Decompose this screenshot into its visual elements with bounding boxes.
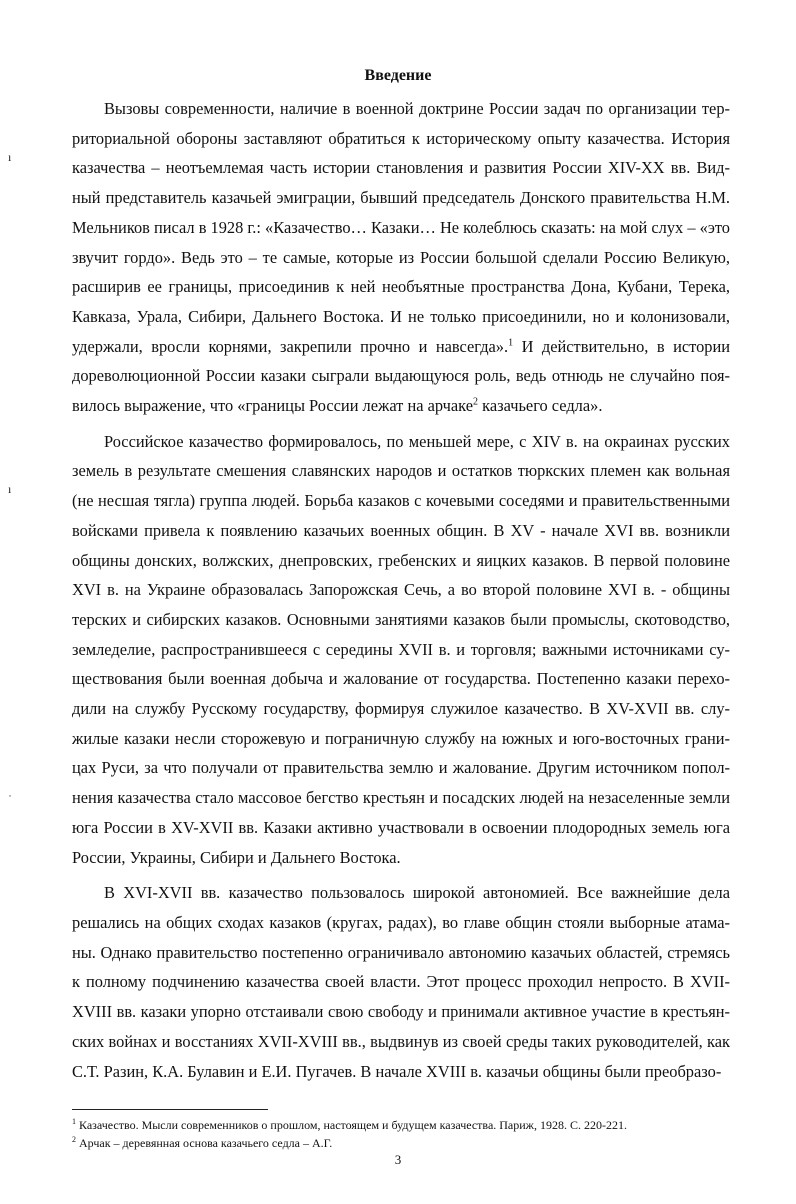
paragraph-text: Вызовы современности, наличие в военной доктрине России задач по организации территориальной обороны заставляют обратиться к историческому опыту казачества. История казачества – неотъемлемая часть истории становления и развития России XIV-XX вв. Видный представитель казачьей эмиграции, бывший председатель Донского правительства Н.М. Мельников писал в 1928 г.: «Казачество… Казаки… Не колеблюсь сказать: на мой слух – «это звучит гордо». Ведь это – те самые, которые из России большой сделали Россию Великую, расширив ее границы, присоединив к ней необъятные пространства Дона, Кубани, Терека, Кавказа, Урала, Сибири, Дальнего Востока. И не только присоединили, но и колонизовали, удержали, вросли корнями, закрепили прочно и навсегда». <box>72 99 731 356</box>
paragraph-text: казачьего седла». <box>478 396 603 416</box>
paragraph-3: В XVI-XVII вв. казачество пользовалось широкой автономией. Все важнейшие дела решались на общих сходах казаков (кругах, радах), во главе общин стояли выборные атаманы. Однако правительство постепенно ограничивало автономию казачьих областей, стремясь к полному подчинению казачества своей власти. Этот процесс проходил непросто. В XVII-XVIII вв. казаки упорно отстаивали свою свободу и принимали активное участие в крестьянских войнах и восстаниях XVII-XVIII вв., выдвинув из своей среды таких руководителей, как С.Т. Разин, К.А. Булавин и Е.И. Пугачев. В начале XVIII в. казачьи общины были преобразо- <box>72 883 730 1081</box>
footnote-reference: 1 <box>508 337 514 349</box>
footnote-reference: 2 <box>473 396 479 408</box>
footnote-text: Арчак – деревянная основа казачьего седла – А.Г. <box>76 1136 333 1150</box>
footnote-divider <box>72 1109 268 1110</box>
footnote-2 <box>72 1134 732 1152</box>
margin-mark: ı <box>8 150 12 164</box>
footnote-marker: 1 <box>72 1117 76 1126</box>
paragraph-text: И действительно, в истории дореволюционной России казаки сыграли выдающуюся роль, ведь отнюдь не случайно появилось выражение, что «границы России лежат на арчаке <box>72 336 731 416</box>
footnotes <box>72 1116 732 1152</box>
body-text <box>72 94 730 1086</box>
footnote-text: Казачество. Мысли современников о прошлом, настоящем и будущем казачества. Париж, 1928. С. 220-221. <box>76 1118 627 1132</box>
margin-mark: ı <box>8 482 12 496</box>
footnote-marker: 2 <box>72 1135 76 1144</box>
paragraph-1 <box>72 94 730 421</box>
page-number: 3 <box>394 1152 402 1167</box>
page-title: Введение <box>364 67 432 84</box>
paragraph-2: Российское казачество формировалось, по меньшей мере, с XIV в. на окраинах русских земель в результате смешения славянских народов и остатков тюркских племен как вольная (не несшая тягла) группа людей. Борьба казаков с кочевыми соседями и правительственными войсками привела к появлению казачьих военных общин. В XV - начале XVI вв. возникли общины донских, волжских, днепровских, гребенских и яицких казаков. В первой половине XVI в. на Украине образовалась Запорожская Сечь, а во второй половине XVI в. - общины терских и сибирских казаков. Основными занятиями казаков были промыслы, скотоводство, земледелие, распространившееся с середины XVII в. и торговля; важными источниками существования были военная добыча и жалование от государства. Постепенно казаки переходили на службу Русскому государству, формируя служилое казачество. В XV-XVII вв. служилые казаки несли сторожевую и пограничную службу на южных и юго-восточных границах Руси, за что получали от правительства землю и жалование. Другим источником пополнения казачества стало массовое бегство крестьян и посадских людей на незаселенные земли юга России в XV-XVII вв. Казаки активно участвовали в освоении плодородных земель юга России, Украины, Сибири и Дальнего Востока. <box>72 431 730 867</box>
margin-mark: ˙ <box>8 792 12 806</box>
footnote-1 <box>72 1116 732 1134</box>
